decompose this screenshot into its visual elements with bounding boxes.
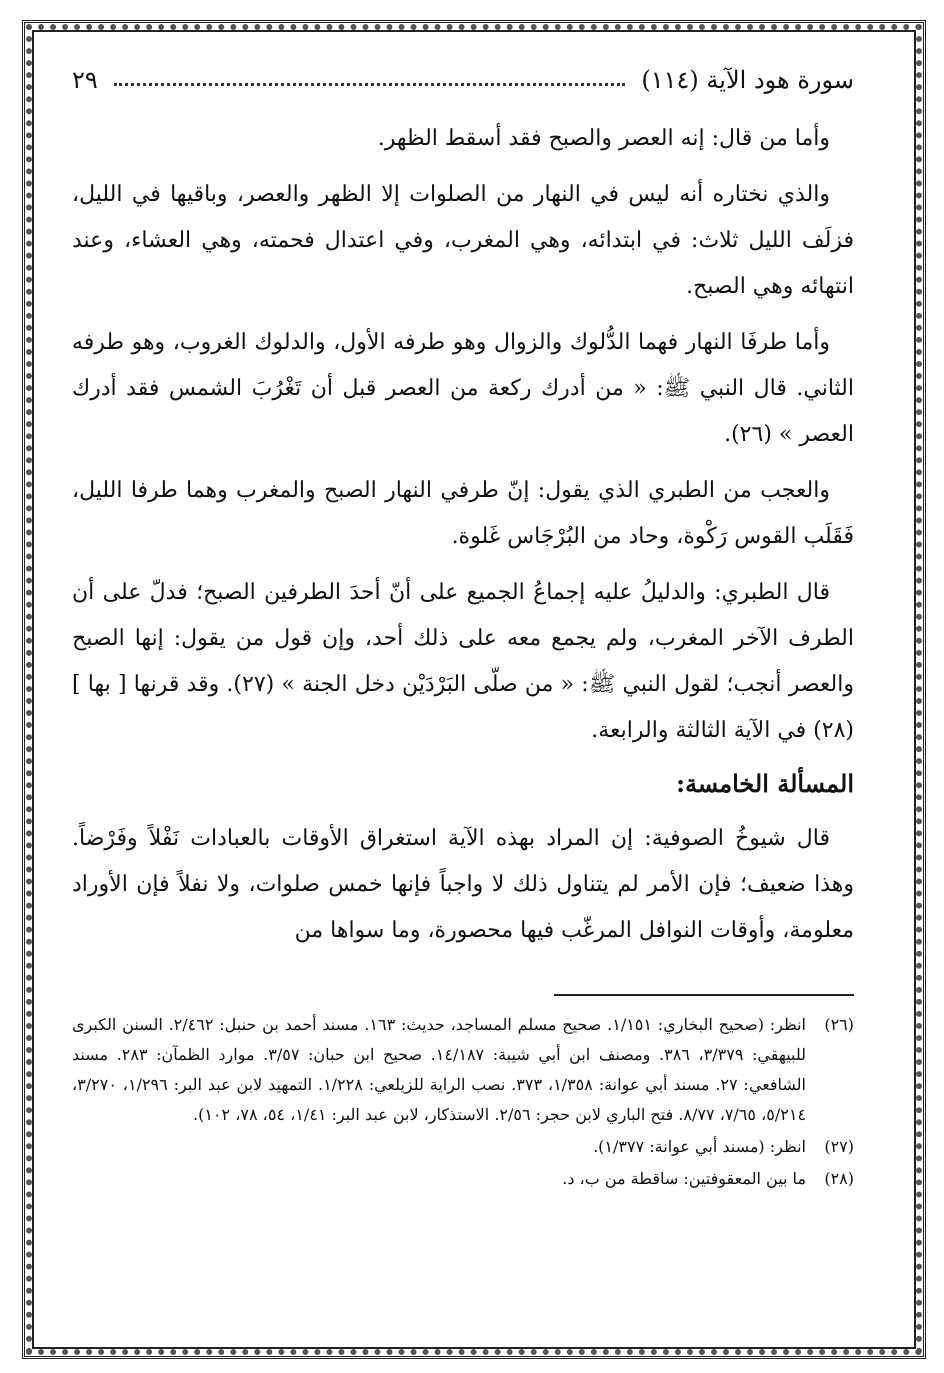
- paragraph: وأما طرفَا النهار فهما الدُّلوك والزوال وهو طرفه الأول، والدلوك الغروب، وهو طرفه الثاني. قال النبي ﷺ: « من أدرك ركعة من العصر قبل أن تَغْرُبَ الشمس فقد أدرك العصر » (٢٦).: [72, 330, 854, 447]
- section-paragraph: قال شيوخُ الصوفية: إن المراد بهذه الآية استغراق الأوقات بالعبادات نَفْلاً وفَرْضاً. وهذا ضعيف؛ فإن الأمر لم يتناول ذلك لا واجباً فإنها خمس صلوات، ولا نفلاً فإن الأوراد معلومة، وأوقات النوافل المرغّب فيها محصورة، وما سواها من: [72, 826, 854, 943]
- paragraph: وأما من قال: إنه العصر والصبح فقد أسقط الظهر.: [377, 126, 830, 151]
- footnote-text: انظر: (مسند أبي عوانة: ١/٣٧٧).: [593, 1137, 806, 1156]
- footnote: [72, 1164, 854, 1194]
- footnotes: [72, 1010, 854, 1194]
- paragraph: قال الطبري: والدليلُ عليه إجماعُ الجميع على أنّ أحدَ الطرفين الصبح؛ فدلّ على أن الطرف الآخر المغرب، ولم يجمع معه على ذلك أحد، وإن قول من يقول: إنها الصبح والعصر أنجب؛ لقول النبي ﷺ: « من صلّى البَرْدَيْن دخل الجنة » (٢٧). وقد قرنها [ بها ] (٢٨) في الآية الثالثة والرابعة.: [72, 580, 854, 743]
- section-title: المسألة الخامسة:: [676, 769, 854, 798]
- footnote-number: (٢٦): [824, 1015, 854, 1034]
- paragraph: والعجب من الطبري الذي يقول: إنّ طرفي النهار الصبح والمغرب وهما طرفا الليل، فَقَلَب القوس رَكْوة، وحاد من البُرْجَاس غَلوة.: [72, 478, 854, 549]
- footnote-text: ما بين المعقوفتين: ساقطة من ب، د.: [562, 1169, 806, 1188]
- running-header: [72, 60, 854, 100]
- footnote: [72, 1010, 854, 1130]
- header-dotted-leader: [114, 83, 626, 86]
- footnote-separator: [554, 994, 854, 996]
- header-title: سورة هود الآية (١١٤): [641, 66, 854, 94]
- footnote-text: انظر: (صحيح البخاري: ١/١٥١. صحيح مسلم المساجد، حديث: ١٦٣. مسند أحمد بن حنبل: ٢/٤٦٢. السنن الكبرى للبيهقي: ٣/٣٧٩، ٣٨٦. ومصنف ابن أبي شيبة: ١٤/١٨٧. صحيح ابن حبان: ٣/٥٧. موارد الظمآن: ٢٨٣. مسند الشافعي: ٢٧. مسند أبي عوانة: ١/٣٥٨، ٣٧٣. نصب الراية للزيلعي: ١/٢٢٨. التمهيد لابن عبد البر: ١/٢٩٦، ٣/٢٧٠، ٥/٢١٤، ٧/٦٥، ٨/٧٧. فتح الباري لابن حجر: ٢/٥٦. الاستذكار، لابن عبد البر: ١/٤١، ٥٤، ٧٨، ١٠٢).: [72, 1015, 807, 1124]
- page-content: [72, 60, 854, 1313]
- footnote: [72, 1132, 854, 1162]
- footnote-number: (٢٨): [824, 1169, 854, 1188]
- page-number: ٢٩: [72, 66, 98, 94]
- paragraph: والذي نختاره أنه ليس في النهار من الصلوات إلا الظهر والعصر، وباقيها في الليل، فزلَف الليل ثلاث: في ابتدائه، وهي المغرب، وفي اعتدال فحمته، وهي العشاء، وعند انتهائه وهي الصبح.: [72, 182, 854, 299]
- footnote-number: (٢٧): [824, 1137, 854, 1156]
